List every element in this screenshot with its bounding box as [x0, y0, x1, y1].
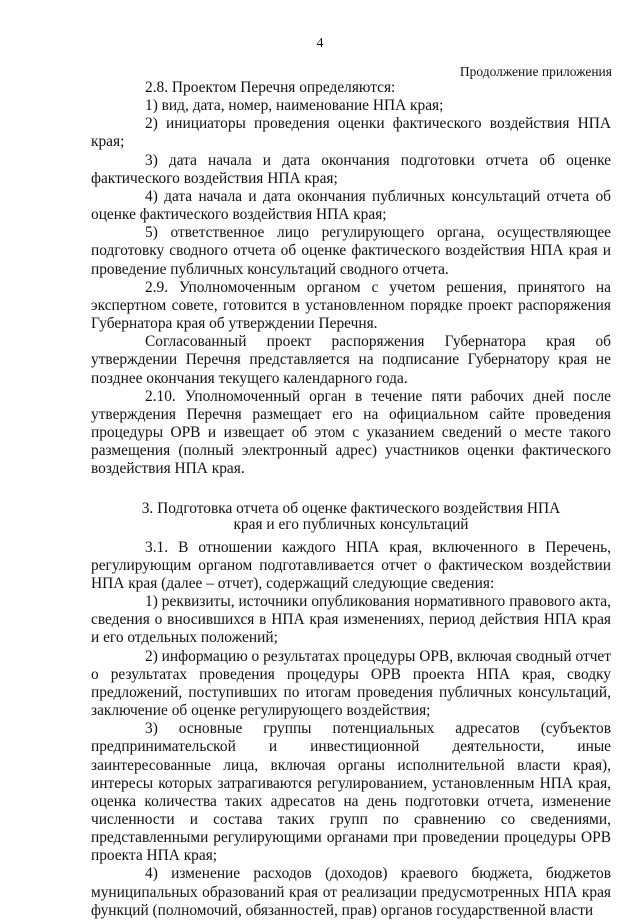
list-item-2-8-3: 3) дата начала и дата окончания подготовки отчета об оценке фактического воздействия НПА края;	[91, 151, 611, 187]
list-item-3-1-2: 2) информацию о результатах процедуры ОРВ, включая сводный отчет о результатах проведения процедуры ОРВ проекта НПА края, сводку предложений, поступивших по итогам проведения публичных консультаций, заключение об оценке регулирующего воздействия;	[91, 647, 611, 720]
page-number: 4	[316, 36, 324, 51]
list-item-2-8-5: 5) ответственное лицо регулирующего органа, осуществляющее подготовку сводного отчета об оценке фактического воздействия НПА края и проведение публичных консультаций сводного отчета.	[91, 224, 611, 278]
list-item-3-1-4: 4) изменение расходов (доходов) краевого бюджета, бюджетов муниципальных образований края от реализации предусмотренных НПА края функций (полномочий, обязанностей, прав) органов государственной власти	[91, 865, 611, 919]
running-header: Продолжение приложения	[459, 64, 612, 79]
paragraph-2-8: 2.8. Проектом Перечня определяются:	[145, 79, 396, 96]
list-item-3-1-3: 3) основные группы потенциальных адресатов (субъектов предпринимательской и инвестиционной деятельности, иные заинтересованные лица, включая органы исполнительной власти края), интересы которых затрагиваются регулированием, установленным НПА края, оценка количества таких адресатов на день подготовки отчета, изменение численности и состава таких групп по сравнению со сведениями, представленными регулирующими органами при проведении процедуры ОРВ проекта НПА края;	[91, 720, 611, 865]
paragraph-agreed-project: Согласованный проект распоряжения Губернатора края об утверждении Перечня представляется на подписание Губернатору края не позднее окончания текущего календарного года.	[91, 333, 611, 387]
paragraph-2-9: 2.9. Уполномоченным органом с учетом решения, принятого на экспертном совете, готовится в установленном порядке проект распоряжения Губернатора края об утверждении Перечня.	[91, 278, 611, 333]
section-3-heading: 3. Подготовка отчета об оценке фактического воздействия НПА края и его публичных консультаций	[141, 500, 561, 534]
paragraph-2-10: 2.10. Уполномоченный орган в течение пяти рабочих дней после утверждения Перечня размещает его на официальном сайте проведения процедуры ОРВ и извещает об этом с указанием сведений о месте такого размещения (полный электронный адрес) участников оценки фактического воздействия НПА края.	[91, 387, 611, 478]
list-item-2-8-2: 2) инициаторы проведения оценки фактического воздействия НПА края;	[91, 115, 611, 151]
document-body	[91, 79, 611, 920]
paragraph-3-1: 3.1. В отношении каждого НПА края, включенного в Перечень, регулирующим органом подготавливается отчет о фактическом воздействии НПА края (далее – отчет), содержащий следующие сведения:	[91, 538, 611, 592]
list-item-3-1-1: 1) реквизиты, источники опубликования нормативного правового акта, сведения о вносившихся в НПА края изменениях, период действия НПА края и его отдельных положений;	[91, 593, 611, 647]
list-item-2-8-1: 1) вид, дата, номер, наименование НПА края;	[145, 97, 444, 115]
list-item-2-8-4: 4) дата начала и дата окончания публичных консультаций отчета об оценке фактического воздействия НПА края;	[91, 187, 611, 224]
